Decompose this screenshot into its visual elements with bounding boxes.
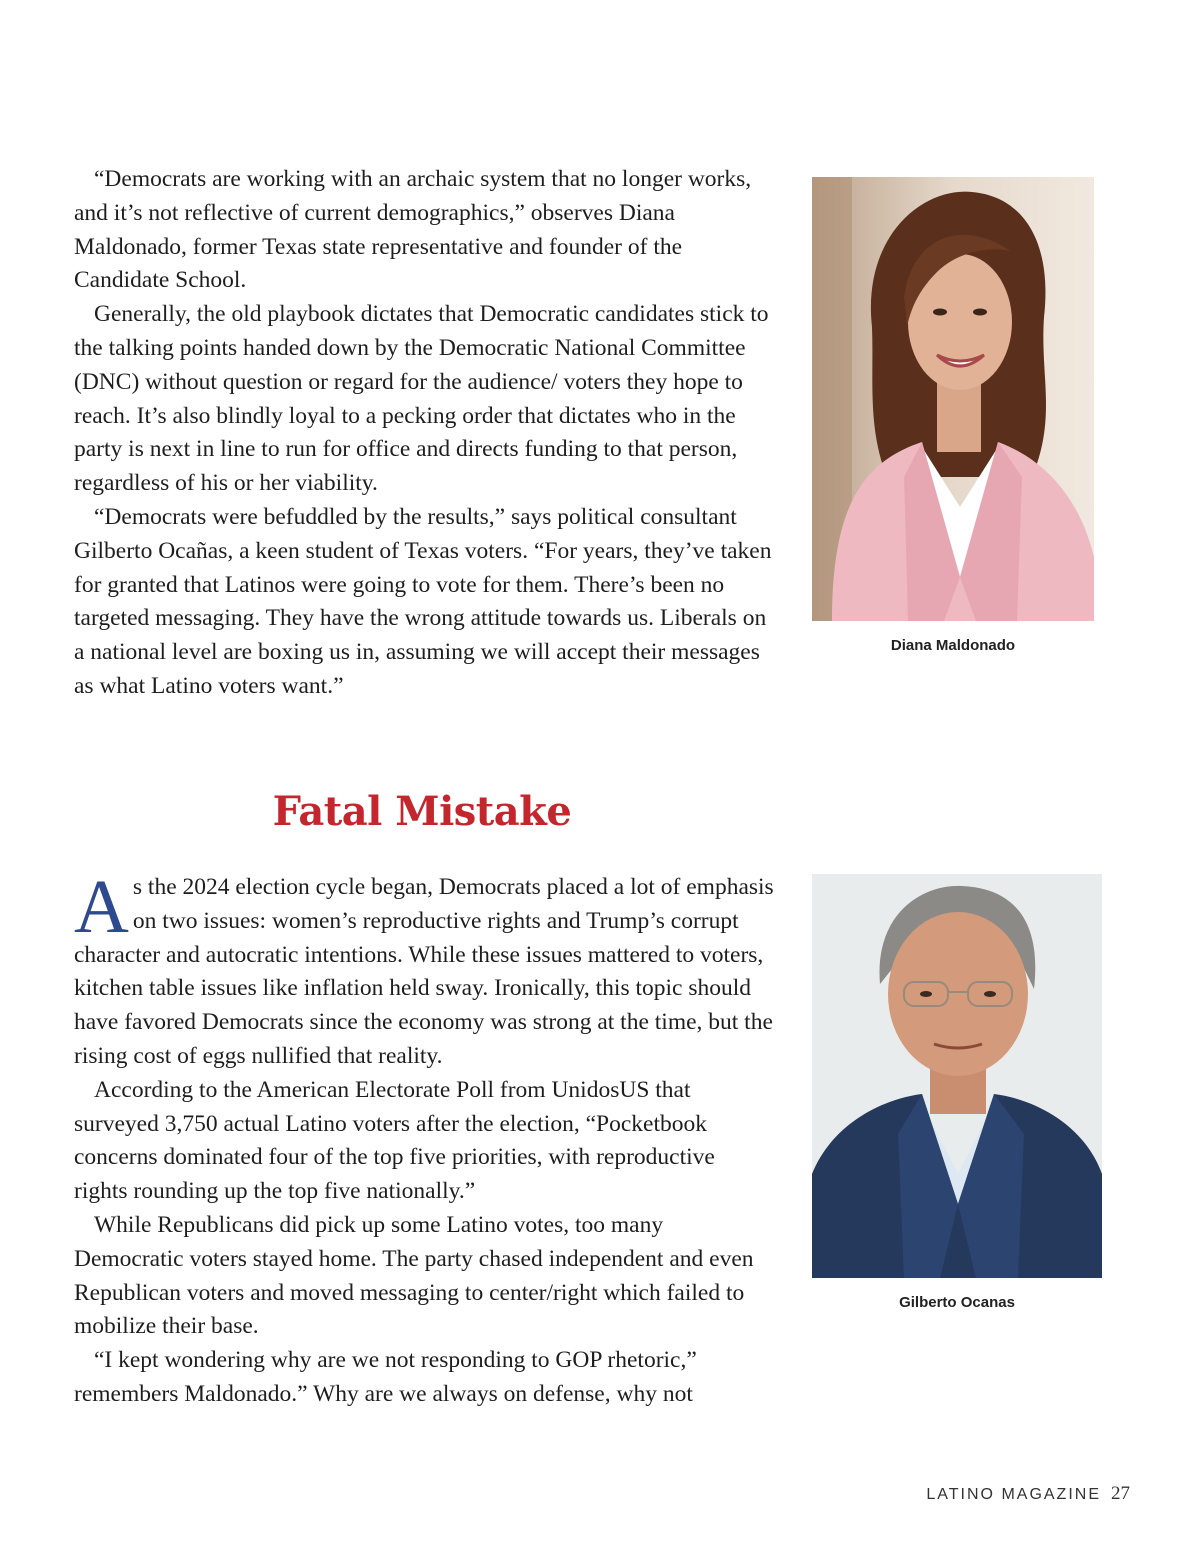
paragraph-election-cycle bbox=[74, 865, 774, 1074]
portrait-diana-maldonado bbox=[812, 177, 1094, 621]
portrait-diana-illustration bbox=[812, 177, 1094, 621]
paragraph-election-cycle-text: s the 2024 election cycle began, Democrats placed a lot of emphasis on two issues: women’s reproductive rights and Trump’s corrupt character and autocratic intentions. While these issues mattered to voters, kitchen table issues like inflation held sway. Ironically, this topic should have favored Democrats since the economy was strong at the time, but the rising cost of eggs nullified that reality. bbox=[74, 874, 774, 1069]
caption-diana-maldonado: Diana Maldonado bbox=[890, 637, 1016, 654]
article-column-bottom bbox=[74, 865, 774, 1412]
paragraph-gop-rhetoric: “I kept wondering why are we not responding to GOP rhetoric,” remembers Maldonado.” Why are we always on defense, why not bbox=[74, 1347, 697, 1407]
portrait-gilberto-ocanas bbox=[812, 874, 1102, 1278]
page-number: 27 bbox=[1111, 1483, 1130, 1504]
drop-cap: A bbox=[74, 865, 129, 949]
section-heading: Fatal Mistake bbox=[272, 788, 572, 835]
paragraph-old-playbook: Generally, the old playbook dictates that Democratic candidates stick to the talking points handed down by the Democratic National Committee (DNC) without question or regard for the audience/ voters they hope to reach. It’s also blindly loyal to a pecking order that dictates who in the party is next in line to run for office and directs funding to that person, regardless of his or her viability. bbox=[74, 301, 769, 497]
paragraph-maldonado-quote: “Democrats are working with an archaic system that no longer works, and it’s not reflective of current demographics,” observes Diana Maldonado, former Texas state representative and founder of the Candidate School. bbox=[74, 166, 752, 294]
paragraph-ocanas-quote: “Democrats were befuddled by the results,” says political consultant Gilberto Ocañas, a keen student of Texas voters. “For years, they’ve taken for granted that Latinos were going to vote for them. There’s been no targeted messaging. They have the wrong attitude towards us. Liberals on a national level are boxing us in, assuming we will accept their messages as what Latino voters want.” bbox=[74, 503, 772, 699]
page-footer bbox=[926, 1483, 1130, 1505]
magazine-name: LATINO MAGAZINE bbox=[926, 1486, 1101, 1503]
portrait-gilberto-illustration bbox=[812, 874, 1102, 1278]
article-column-top bbox=[74, 163, 774, 704]
caption-gilberto-ocanas: Gilberto Ocanas bbox=[899, 1294, 1015, 1311]
paragraph-unidosus-poll: According to the American Electorate Poll from UnidosUS that surveyed 3,750 actual Latino voters after the election, “Pocketbook concerns dominated four of the top five priorities, with reproductive rights rounding up the top five nationally.” bbox=[74, 1076, 715, 1205]
paragraph-voters-stayed-home: While Republicans did pick up some Latino votes, too many Democratic voters stayed home. The party chased independent and even Republican voters and moved messaging to center/right which failed to mobilize their base. bbox=[74, 1211, 754, 1340]
